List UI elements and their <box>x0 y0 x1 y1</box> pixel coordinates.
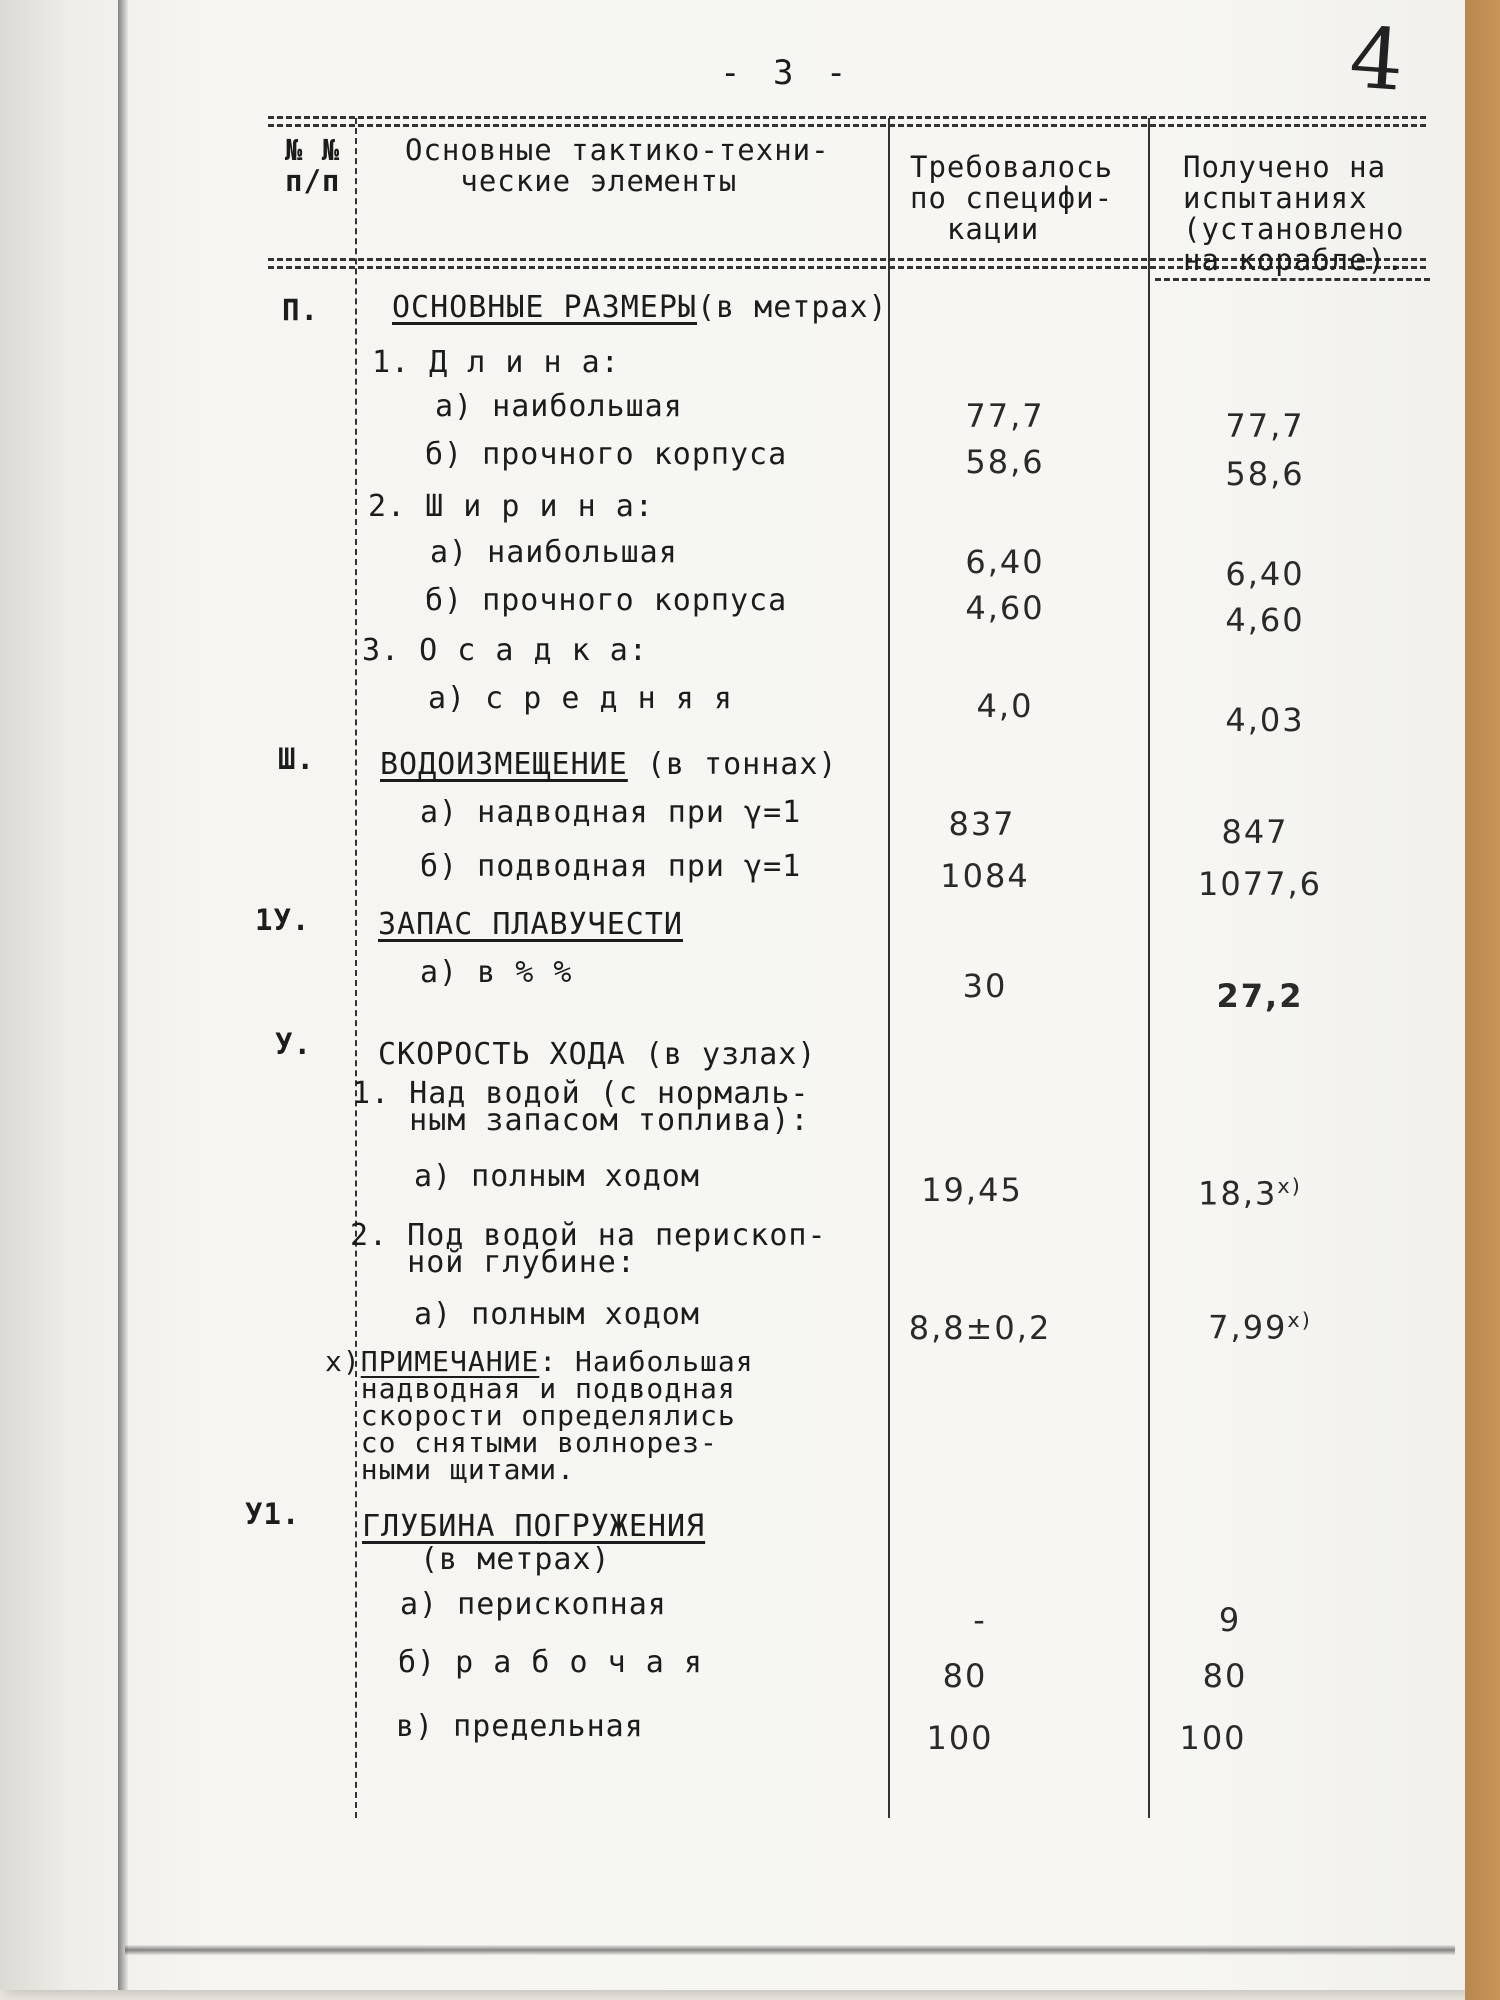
section-5-title: СКОРОСТЬ ХОДА <box>378 1037 626 1072</box>
depth-operating-required: 80 <box>942 1657 988 1695</box>
depth-operating-obtained: 80 <box>1202 1657 1248 1695</box>
speed-surface-full-label: а) полным ходом <box>414 1159 700 1194</box>
header-bottom-rule-3 <box>1155 278 1430 281</box>
depth-maximum-obtained: 100 <box>1179 1719 1247 1757</box>
column-divider-1 <box>355 118 357 1818</box>
speed-submerged-full-obtained <box>1150 1308 1370 1347</box>
length-label: 1. Д л и н а: <box>372 345 620 380</box>
header-required-column: Требовалось по специфи- кации <box>910 150 1114 246</box>
column-divider-2 <box>888 118 890 1818</box>
displacement-surface-obtained: 847 <box>1221 813 1289 851</box>
header-obtained-column: Получено на испытаниях (установлено на корабле). <box>1183 150 1405 277</box>
header-top-rule-2 <box>268 124 1426 127</box>
page-bottom-shadow <box>125 1945 1455 1955</box>
displacement-surface-required: 837 <box>948 805 1016 843</box>
depth-operating-label: б) р а б о ч а я <box>398 1645 703 1680</box>
displacement-submerged-required: 1084 <box>940 857 1030 895</box>
footnote-mark-2: x) <box>1287 1308 1312 1332</box>
note-text: : Наибольшая надводная и подводная скорости определялись со снятыми волнорез- ными щитами. <box>360 1345 754 1486</box>
speed-surface-label: 1. Над водой (с нормаль- ным запасом топлива): <box>352 1076 810 1138</box>
desk-background <box>1465 0 1500 2000</box>
speed-surface-full-required: 19,45 <box>921 1171 1023 1209</box>
section-2-unit: (в метрах) <box>696 290 888 325</box>
header-number-column: № № п/п <box>285 133 341 198</box>
reserve-percent-required: 30 <box>962 967 1008 1005</box>
section-3-unit: (в тоннах) <box>646 747 838 782</box>
section-5-number: У. <box>275 1027 312 1061</box>
section-4-title: ЗАПАС ПЛАВУЧЕСТИ <box>378 907 683 942</box>
section-6-unit: (в метрах) <box>420 1542 611 1577</box>
depth-periscope-required: - <box>973 1601 987 1639</box>
displacement-submerged-label: б) подводная при γ=1 <box>420 849 802 884</box>
displacement-submerged-obtained: 1077,6 <box>1198 865 1322 903</box>
section-5-heading <box>378 1037 817 1072</box>
section-4-heading <box>378 907 683 942</box>
displacement-surface-label: а) надводная при γ=1 <box>420 795 802 830</box>
draft-label: 3. О с а д к а: <box>362 633 648 668</box>
width-max-obtained: 6,40 <box>1225 555 1305 593</box>
page-number: - 3 - <box>720 53 853 93</box>
section-6-number: У1. <box>245 1497 301 1531</box>
header-elements-column: Основные тактико-техни- ческие элементы <box>405 133 830 198</box>
speed-surface-full-obtained <box>1140 1174 1360 1213</box>
depth-periscope-label: а) перископная <box>400 1587 667 1622</box>
width-hull-required: 4,60 <box>965 589 1045 627</box>
length-hull-obtained: 58,6 <box>1225 455 1305 493</box>
section-3-number: Ш. <box>278 742 315 776</box>
length-max-label: а) наибольшая <box>435 389 683 424</box>
section-5-unit: (в узлах) <box>644 1037 817 1072</box>
depth-maximum-label: в) предельная <box>396 1709 644 1744</box>
length-max-obtained: 77,7 <box>1225 407 1305 445</box>
section-6-heading <box>362 1509 706 1544</box>
section-3-title: ВОДОИЗМЕЩЕНИЕ <box>380 747 628 782</box>
header-top-rule <box>268 116 1426 119</box>
width-hull-obtained: 4,60 <box>1225 601 1305 639</box>
length-max-required: 77,7 <box>965 397 1045 435</box>
handwritten-archive-number: 4 <box>1346 8 1407 110</box>
width-max-label: а) наибольшая <box>430 535 678 570</box>
page-edge-shadow <box>118 0 128 1990</box>
speed-submerged-label: 2. Под водой на перископ- ной глубине: <box>350 1218 827 1280</box>
section-6-title: ГЛУБИНА ПОГРУЖЕНИЯ <box>362 1509 706 1544</box>
width-max-required: 6,40 <box>965 543 1045 581</box>
section-2-number: П. <box>282 293 319 327</box>
width-hull-label: б) прочного корпуса <box>425 583 788 618</box>
speed-submerged-full-required: 8,8±0,2 <box>908 1309 1052 1347</box>
note-title: ПРИМЕЧАНИЕ <box>360 1345 540 1378</box>
depth-maximum-required: 100 <box>926 1719 994 1757</box>
length-hull-required: 58,6 <box>965 443 1045 481</box>
speed-submerged-full-label: а) полным ходом <box>414 1297 700 1332</box>
section-2-title: ОСНОВНЫЕ РАЗМЕРЫ <box>392 290 697 325</box>
note-mark: x) <box>325 1345 361 1378</box>
section-4-number: 1У. <box>255 903 311 937</box>
reserve-percent-label: а) в % % <box>420 955 573 990</box>
draft-mean-label: а) с р е д н я я <box>428 681 733 716</box>
width-label: 2. Ш и р и н а: <box>368 489 654 524</box>
speed-note <box>325 1345 754 1486</box>
speed-submerged-full-obtained-value: 7,99 <box>1208 1308 1288 1347</box>
depth-periscope-obtained: 9 <box>1218 1601 1242 1639</box>
reserve-percent-obtained: 27,2 <box>1216 977 1304 1015</box>
column-divider-3 <box>1148 118 1150 1818</box>
draft-mean-required: 4,0 <box>976 687 1034 725</box>
section-3-heading <box>380 747 838 782</box>
footnote-mark-1: x) <box>1277 1174 1302 1198</box>
draft-mean-obtained: 4,03 <box>1225 701 1305 739</box>
section-2-heading <box>392 290 888 325</box>
length-hull-label: б) прочного корпуса <box>425 437 788 472</box>
speed-surface-full-obtained-value: 18,3 <box>1198 1174 1278 1213</box>
